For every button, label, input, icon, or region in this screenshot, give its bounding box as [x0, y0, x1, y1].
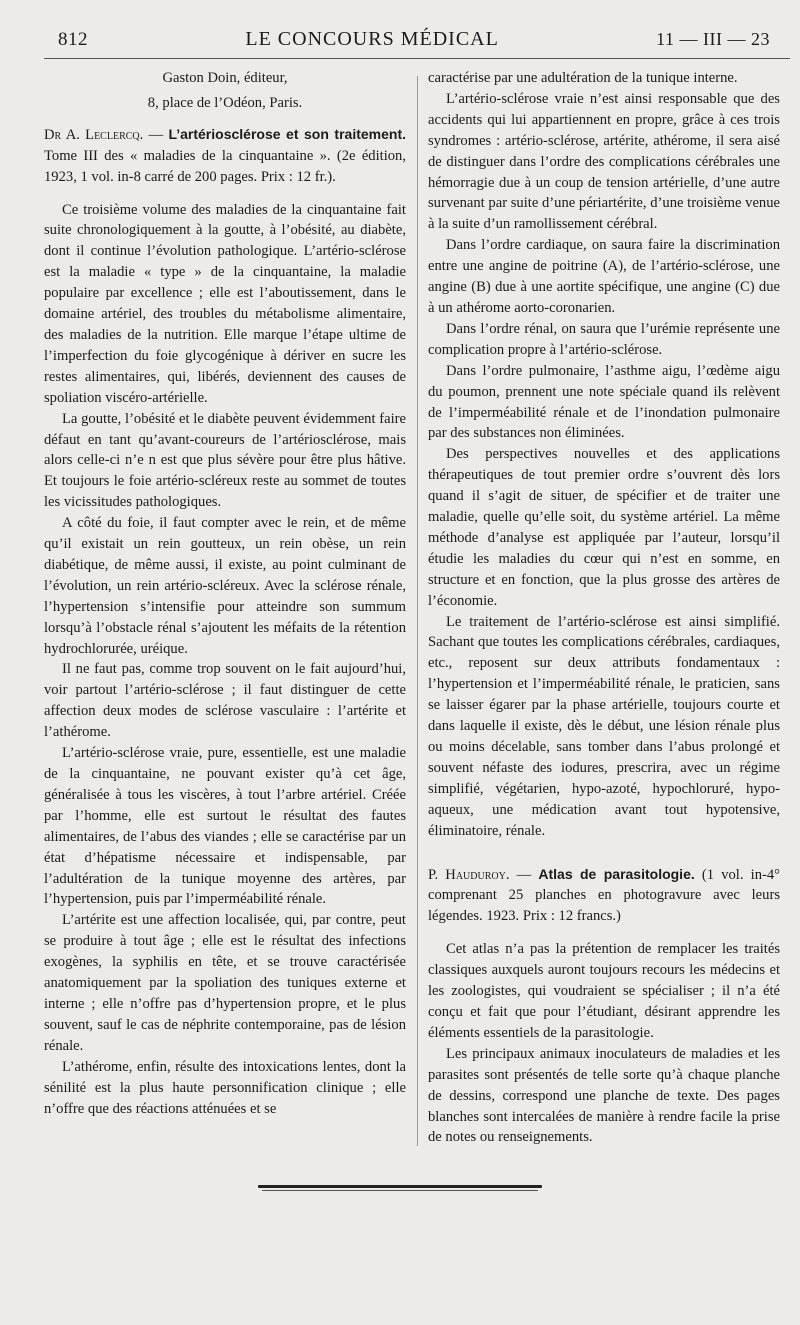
paragraph: Cet atlas n’a pas la prétention de remplacer les traités classiques auxquels auront toujours recours les médecins et les zoologistes, qui voudraient se spécialiser ; il n’a été conçu et fait que pour l’étudiant, désirant apprendre les éléments essentiels de la parasitologie.	[428, 941, 780, 1041]
paragraph: Le traitement de l’artério-sclérose est ainsi simplifié. Sachant que toutes les complications cérébrales, cardiaques, etc., reposent sur deux attributs fondamentaux : l’hypertension et l’imperméabilité rénale, le praticien, sans se laisser égarer par la phase artérielle, toujours courte et dans laquelle il existe, dès le début, une lésion rénale plus ou moins décelable, sans tomber dans l’abus prolongé et souvent néfaste des iodures, prescrira, avec un régime simplifié, végétarien, hypo-azoté, hypochloruré, hypo-aqueux, une médication avant tout hypotensive, éliminatoire, rénale.	[428, 613, 780, 839]
paragraph: Dans l’ordre cardiaque, on saura faire la discrimination entre une angine de poitrine (A), de l’artério-sclérose, une angine (B) due à une aortite spécifique, une angine (C) due à un athérome aorto-coronarien.	[428, 237, 780, 316]
spacer	[44, 188, 406, 200]
review-title: L’artériosclérose et son traitement.	[168, 125, 407, 142]
running-header	[58, 28, 770, 58]
paragraph: Dans l’ordre pulmonaire, l’asthme aigu, l’œdème aigu du poumon, prennent une note spéciale quand ils relèvent de l’imperméabilité rénale et de l’inondation pulmonaire par des substances non éliminées.	[428, 362, 780, 442]
paragraph: A côté du foie, il faut compter avec le rein, et de même qu’il existait un rein goutteux, un rein obèse, un rein diabétique, de même aussi, il existe, au point culminant de l’évolution, un rein artério-scléreux. Avec la sclérose rénale, l’hypertension s’intensifie pour atteindre son summum lorsqu’à l’obstacle rénal s’ajoutent les méfaits de la rétention hydrochlorurée, uréique.	[44, 515, 406, 657]
paragraph-continued: caractérise par une adultération de la tunique interne.	[428, 70, 738, 86]
review-details: (1 vol. in-4° comprenant 25 planches en photogravure avec leurs légendes. 1923. Prix : 12 francs.)	[428, 866, 780, 925]
spacer	[428, 842, 780, 854]
review-details: Tome III des « maladies de la cinquantaine ». (2e édition, 1923, 1 vol. in-8 carré de 200 pages. Prix : 12 fr.).	[44, 147, 406, 185]
left-column	[44, 68, 406, 1119]
header-rule	[44, 58, 790, 59]
review-author: P. Hauduroy.	[428, 866, 510, 883]
review-heading-leclercq	[44, 124, 406, 188]
paragraph: L’athérome, enfin, résulte des intoxications lentes, dont la sénilité est la plus haute personnification clinique ; elle n’offre que des réactions atténuées et se	[44, 1058, 406, 1117]
publisher-name: Gaston Doin, éditeur,	[162, 70, 288, 86]
paragraph: L’artérite est une affection localisée, qui, par contre, peut se produire à tout âge ; elle est le résultat des infections exogènes, la syphilis en tête, et se trouve caractérisée anatomiquement par la spoliation des tuniques externe et interne ; elle n’offre pas d’hypertension propre, et le plus souvent, sauf le cas de néphrite contemporaine, pas de lésion rénale.	[44, 912, 406, 1054]
column-divider	[417, 76, 418, 1146]
review-heading-hauduroy	[428, 864, 780, 928]
paragraph: Des perspectives nouvelles et des applications thérapeutiques de tout premier ordre s’ouvrent dès lors quand il s’agit de situer, de spécifier et de traiter une maladie, quelle qu’elle soit, du système artériel. La même méthode d’analyse est appliquée par l’auteur, lorsqu’il étudie les maladies du cœur qui n’est en somme, en structure et en fonction, que la plus grosse des artères de l’économie.	[428, 446, 780, 609]
publisher-block	[44, 68, 406, 114]
section-end-rule	[258, 1185, 542, 1188]
paragraph: L’artério-sclérose vraie n’est ainsi responsable que des accidents qui lui appartiennent en propre, grâce à ces trois syndromes : artério-sclérose, artérite, athérome, il sera aisé de distinguer dans l’ordre des complications cérébrales une hémorragie due à un coup de tension artérielle, d’une autre survenant par suite d’une périartérite, d’une troisième venue à la suite d’un ramollissement cérébral.	[428, 90, 780, 233]
paragraph: Dans l’ordre rénal, on saura que l’urémie représente une complication propre à l’artério-sclérose.	[428, 320, 780, 358]
review-dash: —	[509, 866, 539, 883]
paragraph: Ce troisième volume des maladies de la cinquantaine fait suite chronologiquement à la goutte, à l’obésité, au diabète, dont il continue l’évolution pathologique. L’artério-sclérose est la maladie « type » de la cinquantaine, la maladie populaire par excellence ; elle est l’aboutissement, dans le domaine artériel, des troubles du métabolisme alimentaire, des maladies de la nutrition. Elle marque l’étape ultime de l’imperfection du foie glycogénique à dériver en sucre les restes alimentaires, qui, libérés, deviennent des causes de spoliation viscéro-artérielle.	[44, 201, 406, 406]
paragraph: Il ne faut pas, comme trop souvent on le fait aujourd’hui, voir partout l’artério-sclérose ; il faut distinguer de cette affection deux modes de sclérose vasculaire : l’artérite et l’athérome.	[44, 661, 406, 741]
publisher-address: 8, place de l’Odéon, Paris.	[147, 94, 303, 111]
review-dash: —	[143, 126, 169, 143]
journal-title: LE CONCOURS MÉDICAL	[245, 28, 499, 50]
page-number: 812	[58, 29, 88, 50]
spacer	[428, 927, 780, 939]
issue-date: 11 — III — 23	[656, 29, 770, 49]
section-end-rule-thin	[262, 1190, 538, 1191]
paragraph: Les principaux animaux inoculateurs de maladies et les parasites sont présentés de telle sorte qu’à chaque planche de dessins, correspond une planche de texte. Des pages blanches sont intercalées de manière à rendre facile la prise de notes ou renseignements.	[428, 1045, 780, 1146]
review-title: Atlas de parasitologie.	[538, 865, 695, 882]
review-author: Dr A. Leclercq.	[44, 126, 144, 143]
paragraph: L’artério-sclérose vraie, pure, essentielle, est une maladie de la cinquantaine, ne pouvant exister qu’à cet âge, généralisée à tous les viscères, à tout l’arbre artériel. Créée par l’homme, elle est surtout le résultat des fautes alimentaires, de l’abus des viandes ; elle se caractérise par un état d’hépatisme nécessaire et indispensable, par l’adultération de la tunique moyenne des artères, par l’hypertension, puis par l’imperméabilité rénale.	[44, 745, 406, 908]
right-column	[428, 68, 780, 1148]
paragraph: La goutte, l’obésité et le diabète peuvent évidemment faire défaut en tant qu’avant-coureurs de l’artériosclérose, mais alors celle-ci n’e n est que plus sévère pour être plus hâtive. Et toujours le foie artério-scléreux reste au sommet de toutes les vicissitudes pathologiques.	[44, 410, 406, 511]
